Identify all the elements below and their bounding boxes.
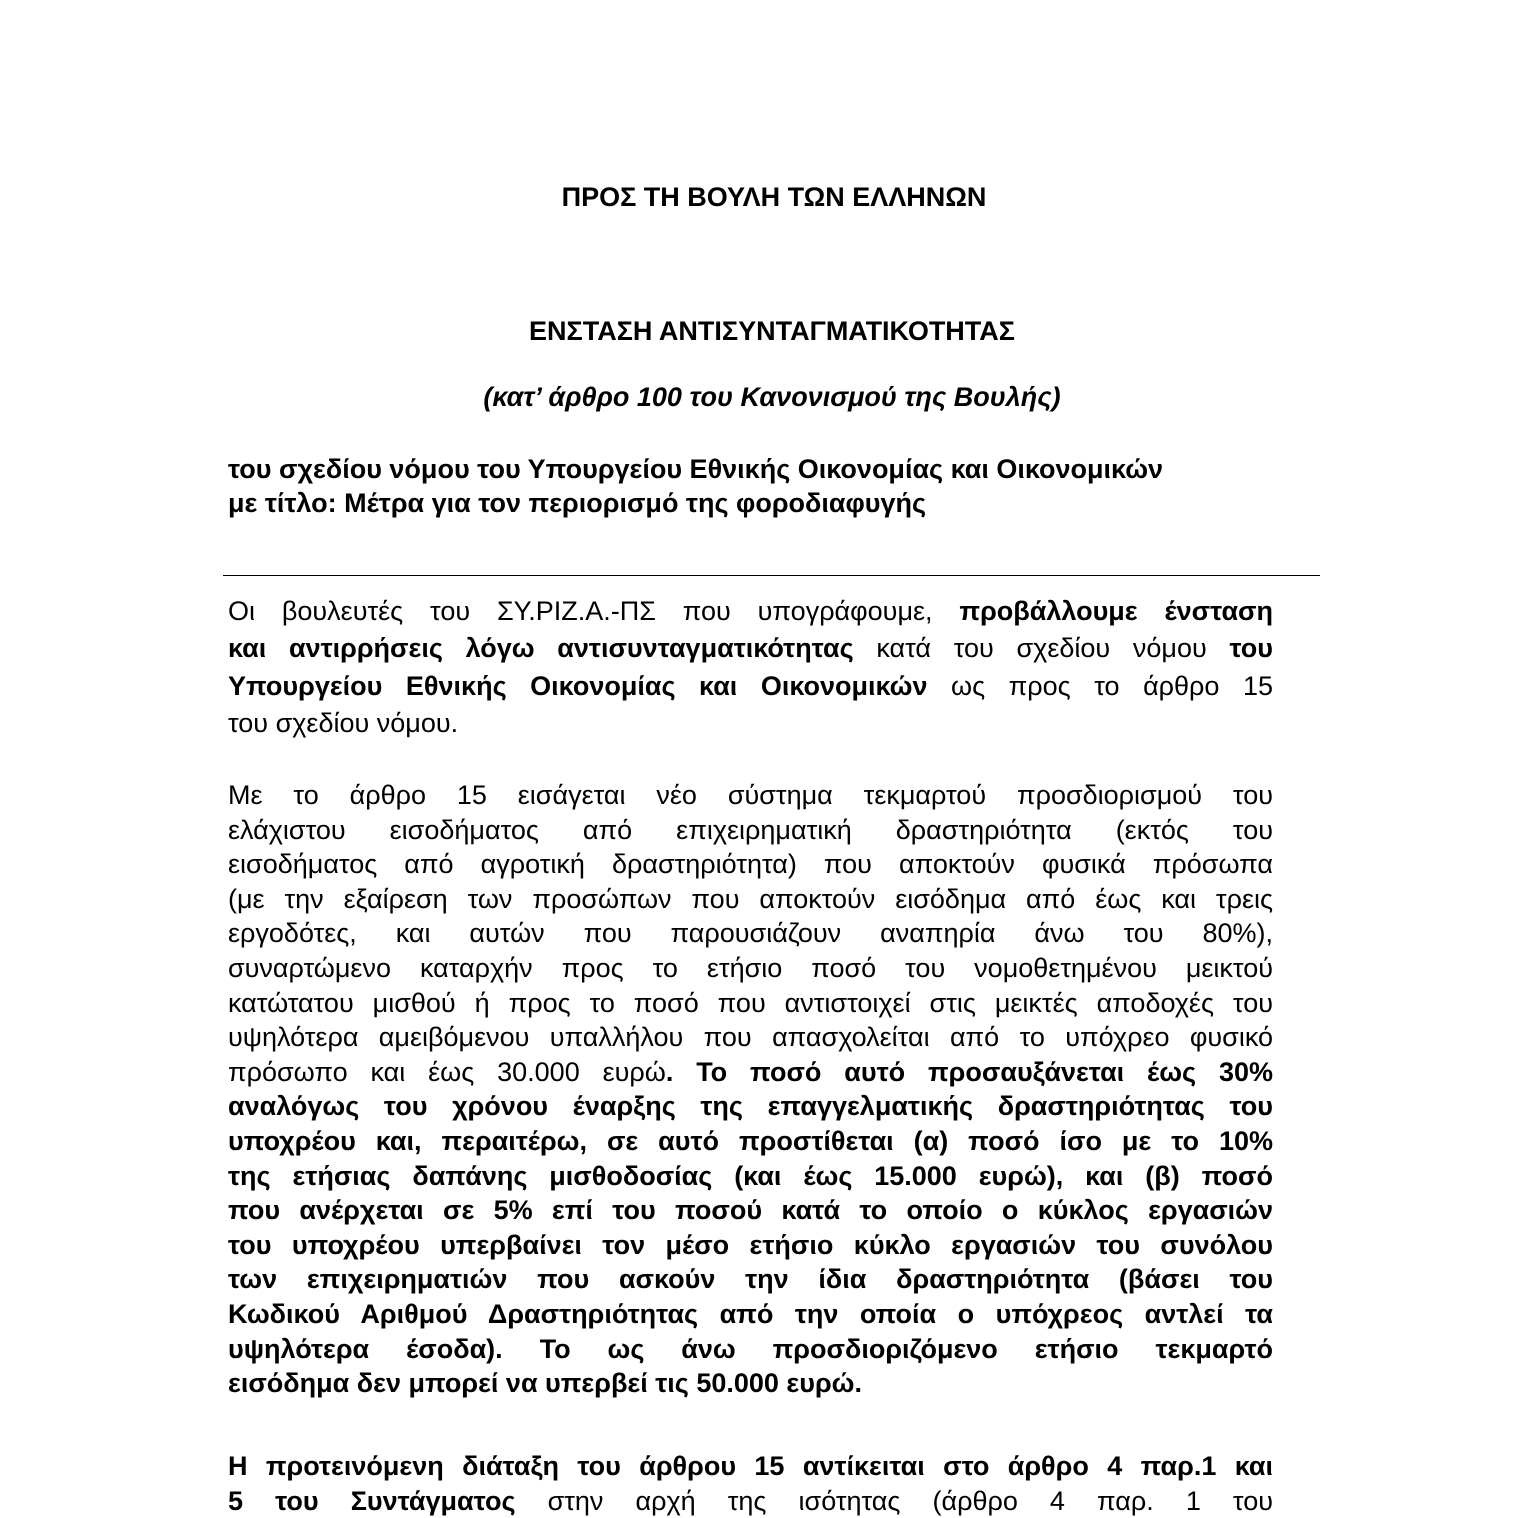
text-run: κατά του σχεδίου νόμου xyxy=(853,633,1230,664)
paragraph-line xyxy=(228,1332,1273,1367)
paragraph-line xyxy=(228,1297,1273,1332)
bold-text-run: υποχρέου και, περαιτέρω, σε αυτό προστίθεται (α) ποσό ίσο με το 10% xyxy=(228,1125,1273,1156)
bold-text-run: προβάλλουμε ένσταση xyxy=(959,596,1273,626)
bold-text-run: των επιχειρηματιών που ασκούν την ίδια δραστηριότητα (βάσει του xyxy=(228,1264,1273,1295)
paragraph-line: εργοδότες, και αυτών που παρουσιάζουν αναπηρία άνω του 80%), xyxy=(228,918,1273,949)
document-addressee: ΠΡΟΣ ΤΗ ΒΟΥΛΗ ΤΩΝ ΕΛΛΗΝΩΝ xyxy=(561,182,987,212)
text-run: ως προς το άρθρο 15 xyxy=(927,670,1273,701)
paragraph-article-15 xyxy=(228,778,1273,1401)
paragraph-line xyxy=(228,593,1273,630)
paragraph-line: (με την εξαίρεση των προσώπων που αποκτούν εισόδημα από έως και τρεις xyxy=(228,883,1273,914)
paragraph-constitution xyxy=(228,1449,1273,1518)
bill-title-line: του σχεδίου νόμου του Υπουργείου Εθνικής Οικονομίας και Οικονομικών xyxy=(228,454,1164,484)
text-run: πρόσωπο και έως 30.000 ευρώ xyxy=(228,1056,666,1087)
bold-text-run: Υπουργείου Εθνικής Οικονομίας και Οικονομικών xyxy=(228,670,928,701)
bold-text-run: αναλόγως του χρόνου έναρξης της επαγγελματικής δραστηριότητας του xyxy=(228,1091,1273,1122)
paragraph-line xyxy=(228,1484,1273,1518)
paragraph-line: υψηλότερα αμειβόμενου υπαλλήλου που απασχολείται από το υπόχρεο φυσικό xyxy=(228,1022,1273,1053)
paragraph-line: κατώτατου μισθού ή προς το ποσό που αντιστοιχεί στις μεικτές αποδοχές του xyxy=(228,987,1273,1018)
bold-text-run: εισόδημα δεν μπορεί να υπερβεί τις 50.000 ευρώ. xyxy=(228,1368,862,1399)
paragraph-line: του σχεδίου νόμου. xyxy=(228,708,459,739)
bold-text-run: 5 του Συντάγματος xyxy=(228,1485,516,1516)
paragraph-line xyxy=(228,1366,1273,1401)
paragraph-line: ελάχιστου εισοδήματος από επιχειρηματική δραστηριότητα (εκτός του xyxy=(228,814,1273,845)
bold-text-run: και αντιρρήσεις λόγω αντισυνταγματικότητας xyxy=(228,633,854,664)
paragraph-line: συναρτώμενο καταρχήν προς το ετήσιο ποσό του νομοθετημένου μεικτού xyxy=(228,952,1273,983)
paragraph-line: Με το άρθρο 15 εισάγεται νέο σύστημα τεκμαρτού προσδιορισμού του xyxy=(228,780,1273,810)
bold-text-run: . Το ποσό αυτό προσαυξάνεται έως 30% xyxy=(665,1056,1273,1087)
bold-text-run: υψηλότερα έσοδα). Το ως άνω προσδιοριζόμενο ετήσιο τεκμαρτό xyxy=(228,1333,1273,1364)
paragraph-line xyxy=(228,1124,1273,1159)
paragraph-line: εισοδήματος από αγροτική δραστηριότητα) που αποκτούν φυσικά πρόσωπα xyxy=(228,849,1273,880)
paragraph-line xyxy=(228,1228,1273,1263)
paragraph-line xyxy=(228,1055,1273,1090)
bill-title-line: με τίτλο: Μέτρα για τον περιορισμό της φοροδιαφυγής xyxy=(228,488,927,518)
bold-text-run: Η προτεινόμενη διάταξη του άρθρου 15 αντίκειται στο άρθρο 4 παρ.1 και xyxy=(228,1451,1273,1481)
bold-text-run: της ετήσιας δαπάνης μισθοδοσίας (και έως 15.000 ευρώ), και (β) ποσό xyxy=(228,1160,1273,1191)
paragraph-objection xyxy=(228,593,1273,743)
document-subtitle: (κατ’ άρθρο 100 του Κανονισμού της Βουλής) xyxy=(483,382,1061,412)
text-run: Οι βουλευτές του ΣΥ.ΡΙΖ.Α.-ΠΣ που υπογράφουμε, xyxy=(228,596,960,626)
horizontal-divider xyxy=(223,575,1320,576)
paragraph-line xyxy=(228,1262,1273,1297)
bill-title xyxy=(228,452,1274,520)
paragraph-line xyxy=(228,668,1273,705)
paragraph-line xyxy=(228,630,1273,667)
bold-text-run: του xyxy=(1229,633,1273,664)
paragraph-line xyxy=(228,1449,1273,1484)
bold-text-run: του υποχρέου υπερβαίνει τον μέσο ετήσιο κύκλο εργασιών του συνόλου xyxy=(228,1229,1273,1260)
paragraph-line xyxy=(228,1089,1273,1124)
bold-text-run: που ανέρχεται σε 5% επί του ποσού κατά το οποίο ο κύκλος εργασιών xyxy=(228,1195,1273,1226)
paragraph-line xyxy=(228,1159,1273,1194)
document-title: ΕΝΣΤΑΣΗ ΑΝΤΙΣΥΝΤΑΓΜΑΤΙΚΟΤΗΤΑΣ xyxy=(529,316,1015,346)
bold-text-run: Κωδικού Αριθμού Δραστηριότητας από την οποία ο υπόχρεος αντλεί τα xyxy=(228,1298,1273,1329)
text-run: στην αρχή της ισότητας (άρθρο 4 παρ. 1 του xyxy=(515,1485,1273,1516)
paragraph-line xyxy=(228,1193,1273,1228)
